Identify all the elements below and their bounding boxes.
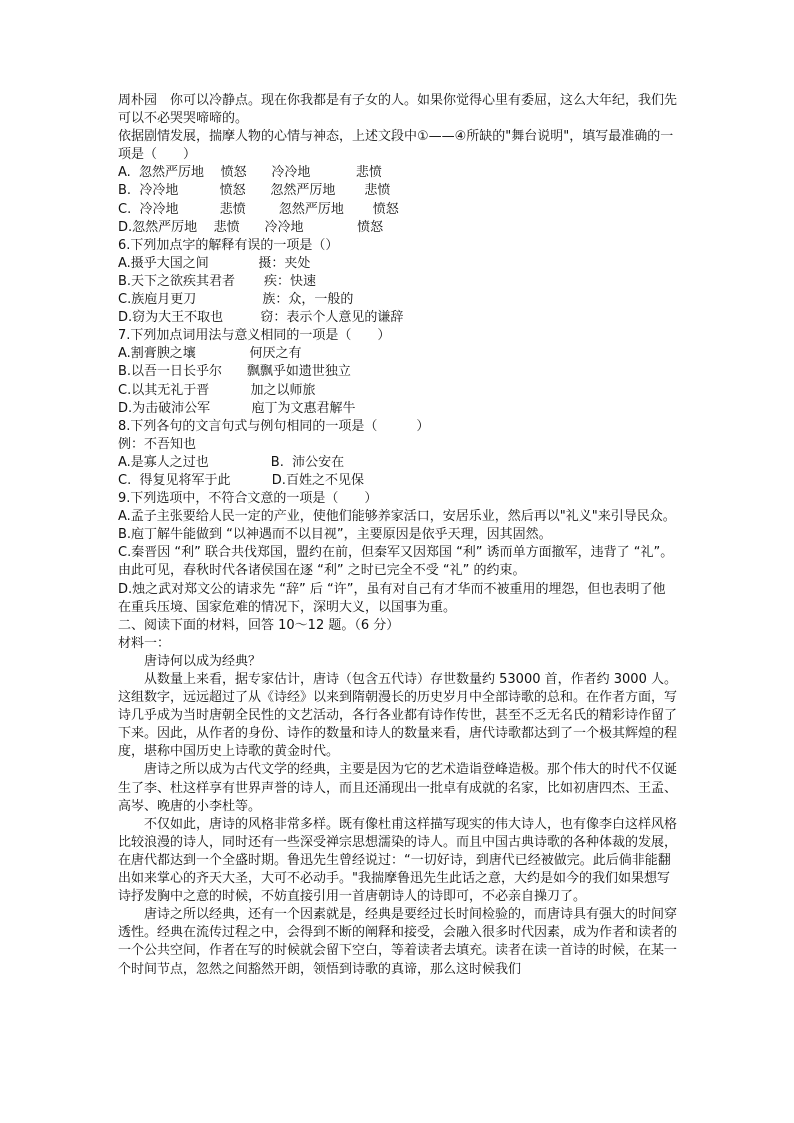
article-paragraph: 唐诗之所以成为古代文学的经典，主要是因为它的艺术造诣登峰造极。那个伟大的时代不仅诞生了李、杜这样享有世界声誉的诗人，而且还涌现出一批卓有成就的名家，比如初唐四杰、王孟、高岑、晚唐的小李杜等。 — [118, 762, 678, 814]
text-line: 依据剧情发展，揣摩人物的心情与神态，上述文段中①——④所缺的"舞台说明"，填写最准确的一项是（ ） — [118, 129, 674, 163]
material-label: 材料一： — [118, 635, 171, 651]
option-line: A.是寡人之过也 B. 沛公安在 — [118, 454, 345, 470]
option-line: C.族庖月更刀 族：众，一般的 — [118, 292, 354, 308]
text-line: 周朴园 你可以冷静点。现在你我都是有子女的人。如果你觉得心里有委屈，这么大年纪，我们先可以不必哭哭啼啼的。 — [118, 93, 678, 127]
option-line: C. 冷冷地 悲愤 忽然严厉地 愤怒 — [118, 201, 399, 217]
option-line: A.摄乎大国之间 摄：夹处 — [118, 255, 311, 271]
article-paragraph: 不仅如此，唐诗的风格非常多样。既有像杜甫这样描写现实的伟大诗人，也有像李白这样风格比较浪漫的诗人，同时还有一些深受禅宗思想濡染的诗人。而且中国古典诗歌的各种体裁的发展，在唐代都达到一个全盛时期。鲁迅先生曾经说过：“一切好诗，到唐代已经被做完。此后倘非能翻出如来掌心的齐天大圣，大可不必动手。"我揣摩鲁迅先生此话之意，大约是如今的我们如果想写诗抒发胸中之意的时候，不妨直接引用一首唐朝诗人的诗即可，不必亲自操刀了。 — [118, 816, 678, 905]
option-line: C.秦晋因 “利” 联合共伐郑国，盟约在前，但秦军又因郑国 “利” 诱而单方面撤军，违背了 “礼”。由此可见，春秋时代各诸侯国在逐 “利” 之时已完全不受 “礼” 的约束。 — [118, 545, 674, 579]
example-line: 例：不吾知也 — [118, 436, 197, 452]
article-paragraph: 从数量上来看，据专家估计，唐诗（包含五代诗）存世数量约 53000 首，作者约 3000 人。这组数字，远远超过了从《诗经》以来到隋朝漫长的历史岁月中全部诗歌的总和。在作者方面，写诗几乎成为当时唐朝全民性的文艺活动，各行各业都有诗作传世，甚至不乏无名氏的精彩诗作留了下来。因此，从作者的身份、诗作的数量和诗人的数量来看，唐代诗歌都达到了一个极其辉煌的程度，堪称中国历史上诗歌的黄金时代。 — [118, 672, 678, 760]
question-line: 7.下列加点词用法与意义相同的一项是（ ） — [118, 328, 391, 344]
option-line: B.天下之欲疾其君者 疾：快速 — [118, 273, 316, 289]
question-line: 9.下列选项中，不符合文意的一项是（ ） — [118, 491, 378, 507]
option-line: A.割膏腴之壤 何厌之有 — [118, 346, 302, 362]
option-line: D.烛之武对郑文公的请求先 “辞” 后 “许”，虽有对自己有才华而不被重用的埋怨，但也表明了他在重兵压境、国家危难的情况下，深明大义，以国事为重。 — [118, 581, 666, 615]
document-body — [118, 92, 678, 979]
option-line: D.窃为大王不取也 窃：表示个人意见的谦辞 — [118, 310, 404, 326]
option-line: B.以吾一日长乎尔 飘飘乎如遗世独立 — [118, 364, 351, 380]
option-line: A. 忽然严厉地 愤怒 冷冷地 悲愤 — [118, 165, 382, 181]
article-title: 唐诗何以成为经典？ — [144, 653, 262, 669]
option-line: B. 冷冷地 愤怒 忽然严厉地 悲愤 — [118, 183, 391, 199]
section-heading: 二、阅读下面的材料，回答 10～12 题。（6 分） — [118, 617, 400, 633]
article-paragraph: 唐诗之所以经典，还有一个因素就是，经典是要经过长时间检验的，而唐诗具有强大的时间穿透性。经典在流传过程之中，会得到不断的阐释和接受，会融入很多时代因素，成为作者和读者的一个公共空间，作者在写的时候就会留下空白，等着读者去填充。读者在读一首诗的时候，在某一个时间节点，忽然之间豁然开朗，领悟到诗歌的真谛，那么这时候我们 — [118, 907, 678, 977]
option-line: C.以其无礼于晋 加之以师旅 — [118, 382, 316, 398]
option-line: D.忽然严厉地 悲愤 冷冷地 愤怒 — [118, 219, 384, 235]
option-line: A.孟子主张要给人民一定的产业，使他们能够养家活口，安居乐业，然后再以"礼义"来引导民众。 — [118, 509, 676, 525]
option-line: B.庖丁解牛能做到 “以神遇而不以目视”，主要原因是依乎天理，因其固然。 — [118, 527, 552, 543]
option-line: C. 得复见将军于此 D.百姓之不见保 — [118, 472, 364, 488]
question-line: 8.下列各句的文言句式与例句相同的一项是（ ） — [118, 418, 430, 434]
question-line: 6.下列加点字的解释有误的一项是（） — [118, 237, 339, 253]
option-line: D.为击破沛公军 庖丁为文惠君解牛 — [118, 400, 356, 416]
